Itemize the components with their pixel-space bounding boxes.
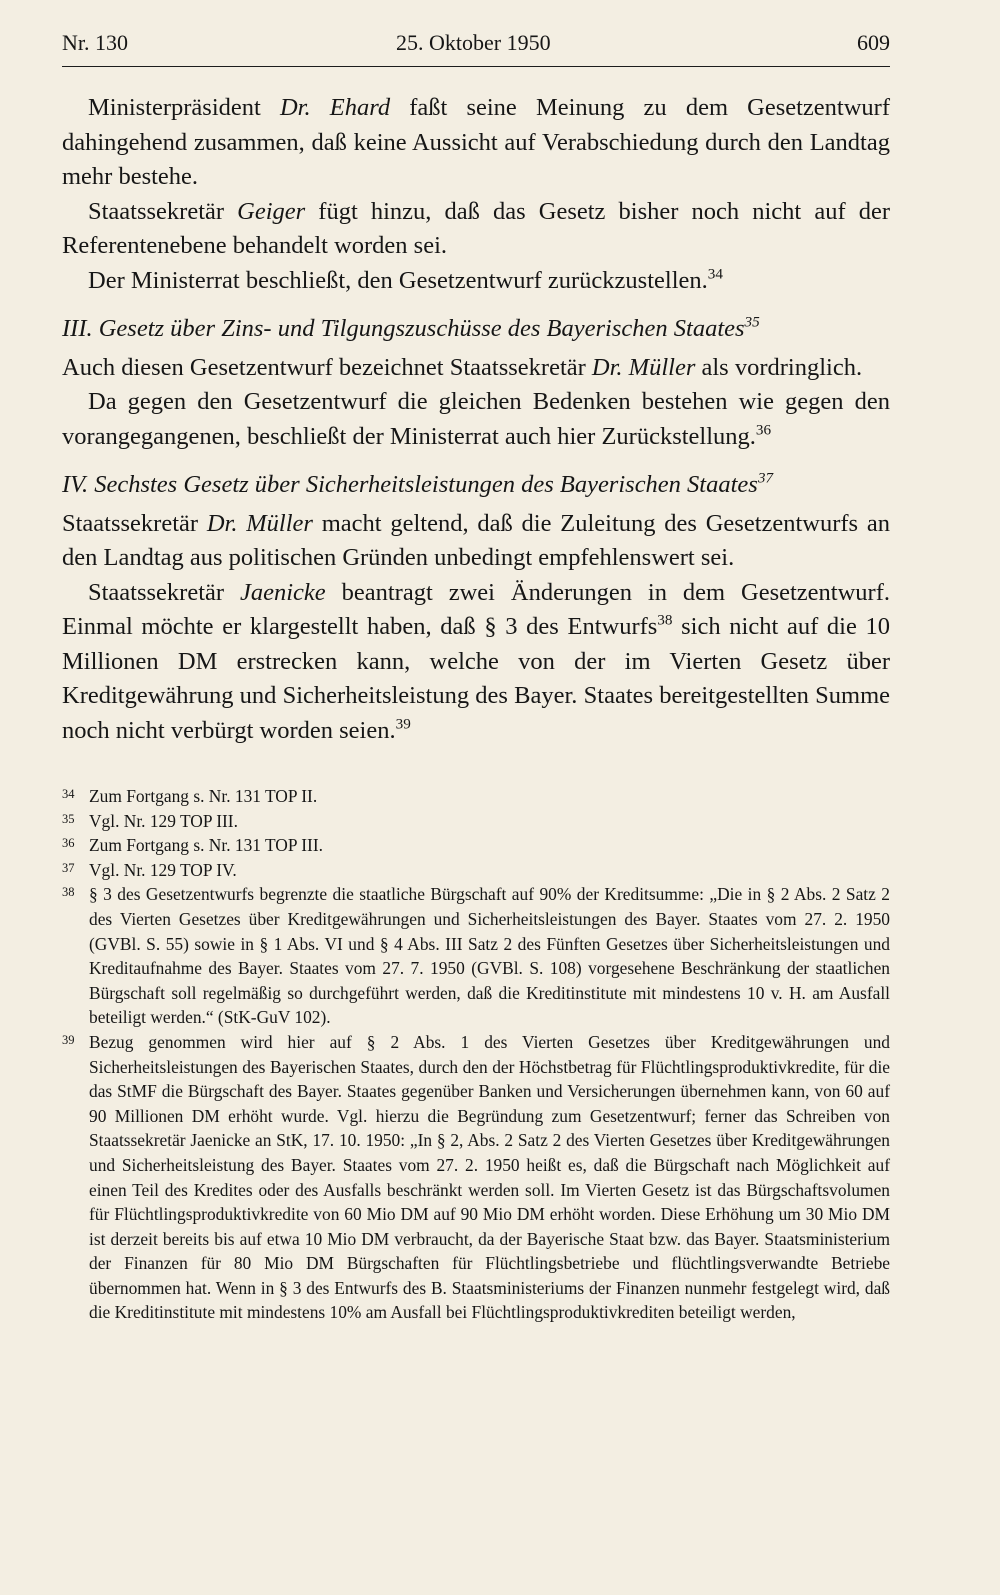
footnote-number: 37 [62, 860, 75, 875]
paragraph-mueller-2: Staatssekretär Dr. Müller macht geltend, daß die Zuleitung des Gesetzentwurfs an den Landtag aus politischen Gründen unbedingt empfehlenswert sei. [62, 509, 890, 571]
footnote-text: Zum Fortgang s. Nr. 131 TOP III. [89, 835, 323, 856]
footnote-34 [62, 784, 890, 809]
section-heading-iv: IV. Sechstes Gesetz über Sicherheitsleistungen des Bayerischen Staates$^{37}$ [62, 469, 774, 498]
footnote-number: 34 [62, 787, 75, 801]
footnote-ref: 34 [707, 265, 723, 283]
footnote-text: § 3 des Gesetzentwurfs begrenzte die staatliche Bürgschaft auf 90% der Kreditsumme: „Die in § 2 Abs. 2 Satz 2 des Vierten Gesetzes über Kreditgewährungen und Sicherheitsleistungen des Bayer. Staates vom 27. 2. 1950 (GVBl. S. 55) sowie in § 1 Abs. VI und § 4 Abs. III Satz 2 des Fünften Gesetzes über Sicherheitsleistungen und Kreditaufnahme des Bayer. Staates vom 27. 7. 1950 (GVBl. S. 108) vorgesehene Beschränkung der staatlichen Bürgschaft soll regelmäßig so durchgeführt werden, daß die Kreditinstitute mit mindestens 10 v. H. am Ausfall beteiligt werden.“ (StK-GuV 102). [89, 884, 890, 1028]
session-date: 25. Oktober 1950 [396, 30, 551, 55]
paragraph-decision-2: Da gegen den Gesetzentwurf die gleichen Bedenken bestehen wie gegen den vorangegangenen, beschließt der Ministerrat auch hier Zurückstellung.$^{36}$ [62, 388, 890, 450]
section-heading-iii: III. Gesetz über Zins- und Tilgungszuschüsse des Bayerischen Staates$^{35}$ [62, 313, 760, 342]
page-header [62, 30, 890, 67]
body-text [62, 91, 890, 748]
person-name: Geiger [237, 197, 306, 225]
paragraph-jaenicke: Staatssekretär Jaenicke beantragt zwei Änderungen in dem Gesetzentwurf. Einmal möchte er klargestellt haben, daß § 3 des Entwurfs$^{38}$ sich nicht auf die 10 Millionen DM erstrecken kann, welche von der im Vierten Gesetz über Kreditgewährung und Sicherheitsleistung des Bayer. Staates bereitgestellten Summe noch nicht verbürgt worden seien.$^{39}$ [62, 578, 890, 744]
page-number: 609 [857, 30, 890, 55]
footnote-number: 35 [62, 811, 75, 826]
footnote-ref: 37 [757, 469, 774, 487]
footnote-36 [62, 833, 890, 858]
footnote-37 [62, 858, 890, 883]
document-number: Nr. 130 [62, 30, 128, 55]
person-name: Jaenicke [240, 578, 326, 606]
footnote-text: Bezug genommen wird hier auf § 2 Abs. 1 des Vierten Gesetzes über Kreditgewährungen und Sicherheitsleistungen des Bayerischen Staates, durch den der Höchstbetrag für Flüchtlingsproduktivkredite, für die das StMF die Bürgschaft des Bayer. Staates gegenüber Banken und Versicherungen übernehmen kann, von 60 auf 90 Millionen DM erhöht wurde. Vgl. hierzu die Begründung zum Gesetzentwurf; ferner das Schreiben von Staatssekretär Jaenicke an StK, 17. 10. 1950: „In § 2, Abs. 2 Satz 2 des Vierten Gesetzes über Kreditgewährungen und Sicherheitsleistung des Bayer. Staates vom 27. 2. 1950 heißt es, daß die Bürgschaft nach Möglichkeit auf einen Teil des Kredites oder des Ausfalls beschränkt werden soll. Im Vierten Gesetz ist das Bürgschaftsvolumen für Flüchtlingsproduktivkredite von 60 Mio DM auf 90 Mio DM erhöht worden. Diese Erhöhung um 30 Mio DM ist derzeit bereits bis auf etwa 10 Mio DM verbraucht, da der Bayerische Staat bzw. das Bayer. Staatsministerium der Finanzen für 80 Mio DM Bürgschaften für Flüchtlingsbetriebe und flüchtlingsverwandte Betriebe übernommen hat. Wenn in § 3 des Entwurfs des B. Staatsministeriums der Finanzen nunmehr festgelegt wird, daß die Kreditinstitute mit mindestens 10% am Ausfall bei Flüchtlingsproduktivkrediten beteiligt werden, [89, 1031, 890, 1323]
paragraph-geiger: Staatssekretär Geiger fügt hinzu, daß das Gesetz bisher noch nicht auf der Referentenebene behandelt worden sei. [62, 197, 890, 259]
footnote-number: 39 [62, 1032, 75, 1047]
person-name: Dr. Müller [206, 509, 313, 537]
paragraph-ehard: Ministerpräsident Dr. Ehard faßt seine Meinung zu dem Gesetzentwurf dahingehend zusammen, daß keine Aussicht auf Verabschiedung durch den Landtag mehr bestehe. [62, 94, 890, 190]
person-name: Dr. Ehard [279, 94, 391, 121]
footnote-text: Vgl. Nr. 129 TOP IV. [89, 859, 237, 880]
footnote-number: 38 [62, 885, 75, 900]
footnote-39 [62, 1030, 890, 1325]
footnote-ref: 39 [395, 715, 411, 733]
footnote-ref: 36 [755, 421, 772, 439]
footnote-text: Vgl. Nr. 129 TOP III. [89, 810, 238, 831]
footnote-number: 36 [62, 836, 75, 851]
document-page [62, 30, 890, 1325]
footnotes [62, 784, 890, 1325]
footnote-text: Zum Fortgang s. Nr. 131 TOP II. [89, 786, 318, 806]
paragraph-mueller-1: Auch diesen Gesetzentwurf bezeichnet Staatssekretär Dr. Müller als vordringlich. [62, 353, 863, 381]
footnote-ref: 38 [657, 611, 673, 629]
footnote-38 [62, 882, 890, 1030]
person-name: Dr. Müller [591, 353, 696, 381]
footnote-ref: 35 [744, 313, 760, 331]
paragraph-decision: Der Ministerrat beschließt, den Gesetzentwurf zurückzustellen.$^{34}$ [88, 265, 723, 294]
footnote-35 [62, 809, 890, 834]
